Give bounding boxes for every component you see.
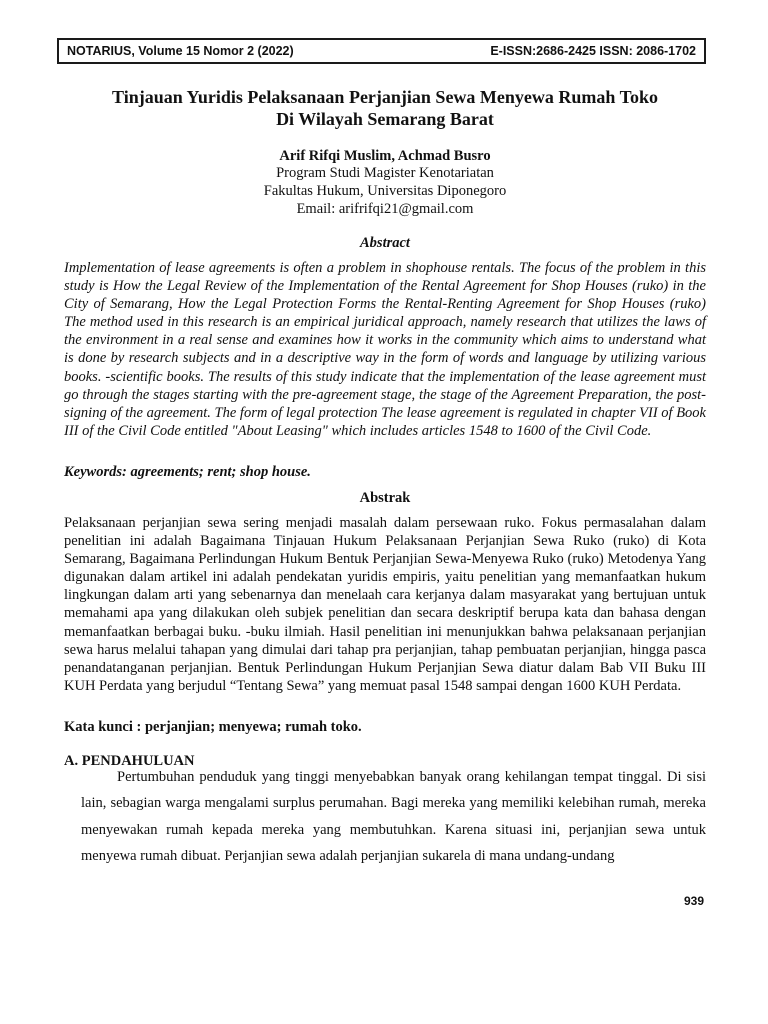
journal-issn: E-ISSN:2686-2425 ISSN: 2086-1702 <box>490 44 696 58</box>
abstrak-keywords: Kata kunci : perjanjian; menyewa; rumah toko. <box>64 719 362 735</box>
author-program: Program Studi Magister Kenotariatan <box>276 165 494 181</box>
paper-title-line-1: Tinjauan Yuridis Pelaksanaan Perjanjian Sewa Menyewa Rumah Toko <box>112 87 658 107</box>
author-faculty: Fakultas Hukum, Universitas Diponegoro <box>263 183 507 199</box>
section-body-text: Pertumbuhan penduduk yang tinggi menyebabkan banyak orang kehilangan tempat tinggal. Di sisi lain, sebagian warga mengalami surplus perumahan. Bagi mereka yang memiliki kelebihan rumah, mereka menyewakan rumah kepada mereka yang membutuhkan. Karena situasi ini, perjanjian sewa untuk menyewa rumah dibuat. Perjanjian sewa adalah perjanjian sukarela di mana undang-undang <box>81 769 706 864</box>
abstract-keywords: Keywords: agreements; rent; shop house. <box>64 464 311 480</box>
section-body <box>81 764 706 869</box>
abstract-body: Implementation of lease agreements is often a problem in shophouse rentals. The focus of the problem in this study is How the Legal Review of the Implementation of the Rental Agreement for Shop Houses (ruko) in the City of Semarang, How the Legal Protection Forms the Rental-Renting Agreement for Shop Houses (ruko) The method used in this research is an empirical juridical approach, namely research that utilizes the laws of the environment in a real sense and examines how it works in the community which aims to understand what is done by research subjects and in a descriptive way in the form of words and language by utilizing various books. -scientific books. The results of this study indicate that the implementation of the lease agreement must go through the stages starting with the pre-agreement stage, the stage of the Agreement Preparation, the post-signing of the agreement. The form of legal protection The lease agreement is regulated in chapter VII of Book III of the Civil Code entitled "About Leasing" which includes articles 1548 to 1600 of the Civil Code. <box>64 260 706 439</box>
author-email: Email: arifrifqi21@gmail.com <box>296 201 474 217</box>
author-names: Arif Rifqi Muslim, Achmad Busro <box>279 148 491 164</box>
journal-name: NOTARIUS, Volume 15 Nomor 2 (2022) <box>67 44 294 58</box>
section-heading: A. PENDAHULUAN <box>64 753 195 769</box>
abstract-heading: Abstract <box>360 235 410 251</box>
journal-header <box>57 38 706 64</box>
page-number: 939 <box>683 894 704 908</box>
abstrak-heading: Abstrak <box>359 490 411 506</box>
paper-title-line-2: Di Wilayah Semarang Barat <box>276 109 494 129</box>
abstrak-body: Pelaksanaan perjanjian sewa sering menjadi masalah dalam persewaan ruko. Fokus permasalahan dalam penelitian ini adalah Bagaimana Tinjauan Hukum Pelaksanaan Perjanjian Sewa Ruko (ruko) di Kota Semarang, Bagaimana Perlindungan Hukum Bentuk Perjanjian Sewa-Menyewa Ruko (ruko) Metodenya Yang digunakan dalam artikel ini adalah pendekatan yuridis empiris, yaitu penelitian yang memanfaatkan hukum lingkungan dalam arti yang sebenarnya dan menelaah cara kerjanya dalam masyarakat yang bertujuan untuk memahami apa yang dilakukan oleh subjek penelitian dan secara deskriptif berupa kata dan bahasa dengan memanfaatkan berbagai buku. -buku ilmiah. Hasil penelitian ini menunjukkan bahwa pelaksanaan perjanjian sewa harus melalui tahapan yang dimulai dari tahap pra perjanjian, tahap pembuatan perjanjian, hingga pasca penandatanganan perjanjian. Bentuk Perlindungan Hukum Perjanjian Sewa diatur dalam Bab VII Buku III KUH Perdata yang berjudul “Tentang Sewa” yang memuat pasal 1548 sampai dengan 1600 KUH Perdata. <box>64 515 706 694</box>
